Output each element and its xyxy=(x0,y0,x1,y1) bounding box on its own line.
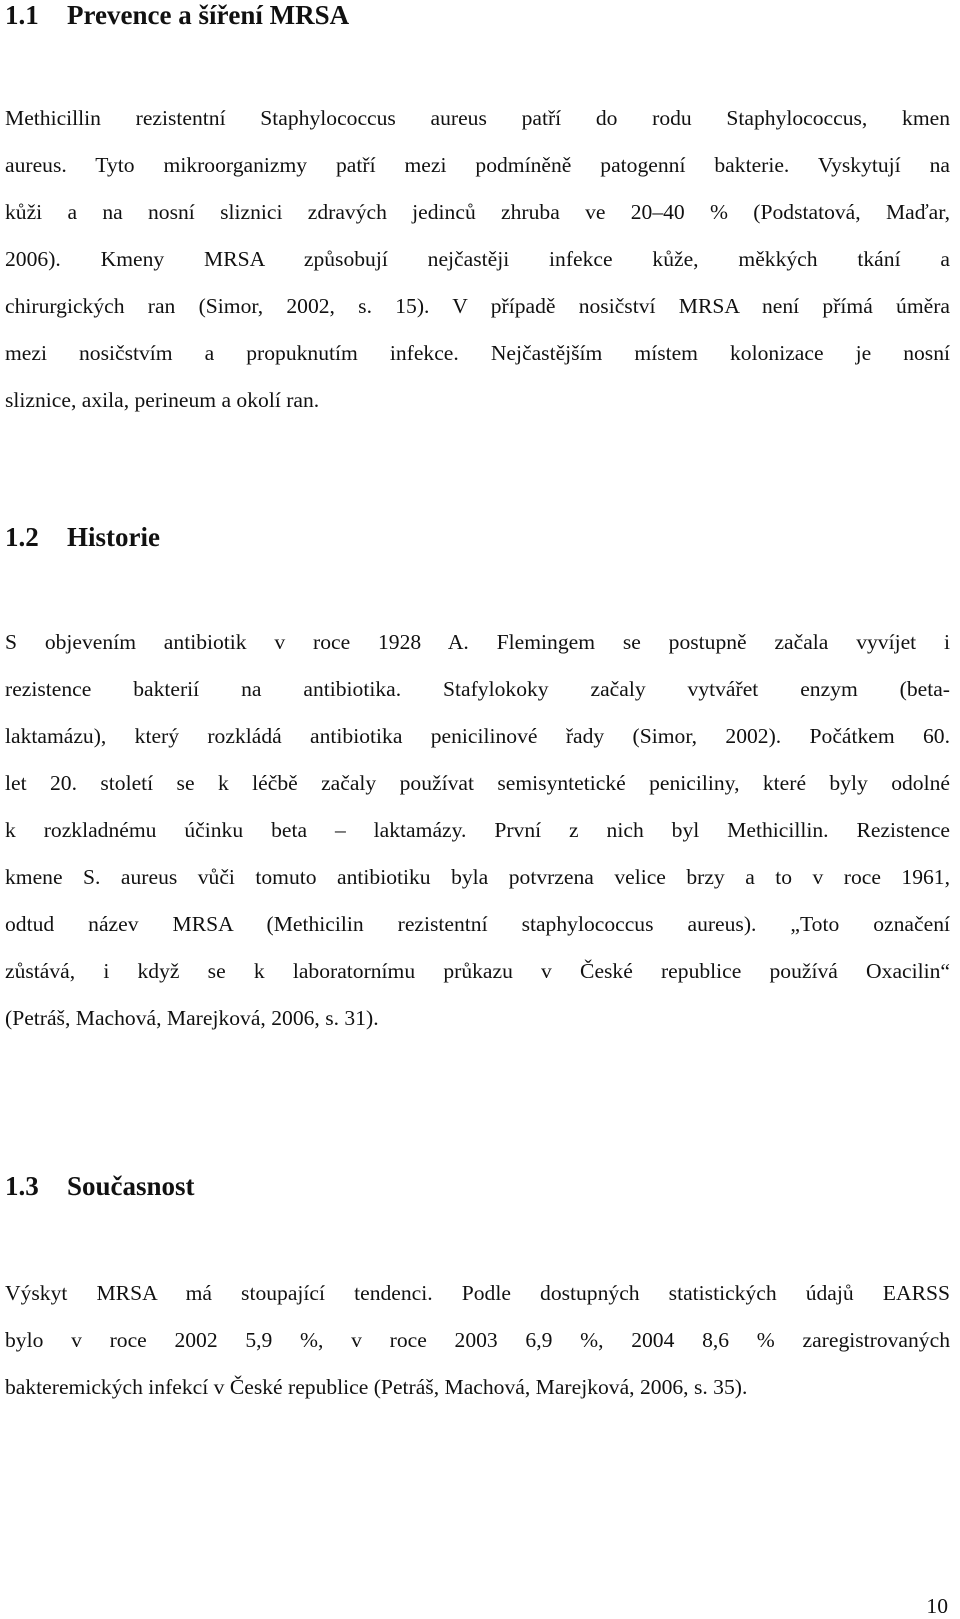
text-line: kmene S. aureus vůči tomuto antibiotiku byla potvrzena velice brzy a to v roce 1961, xyxy=(5,865,950,889)
paragraph-historie xyxy=(5,619,950,1042)
paragraph-soucasnost xyxy=(5,1270,950,1411)
section-heading-prevence xyxy=(5,0,349,30)
section-heading-historie xyxy=(5,522,160,552)
text-line: let 20. století se k léčbě začaly používat semisyntetické peniciliny, které byly odolné xyxy=(5,771,950,795)
text-line: 2006). Kmeny MRSA způsobují nejčastěji infekce kůže, měkkých tkání a xyxy=(5,247,950,271)
text-line: bakteremických infekcí v České republice (Petráš, Machová, Marejková, 2006, s. 35). xyxy=(5,1375,748,1399)
section-number: 1.1 xyxy=(5,0,39,30)
text-line: k rozkladnému účinku beta – laktamázy. První z nich byl Methicillin. Rezistence xyxy=(5,818,950,842)
text-line: sliznice, axila, perineum a okolí ran. xyxy=(5,388,320,412)
text-line: zůstává, i když se k laboratornímu průkazu v České republice používá Oxacilin“ xyxy=(5,959,950,983)
section-heading-soucasnost xyxy=(5,1171,195,1201)
text-line: mezi nosičstvím a propuknutím infekce. Nejčastějším místem kolonizace je nosní xyxy=(5,341,950,365)
section-number: 1.2 xyxy=(5,522,39,552)
text-line: laktamázu), který rozkládá antibiotika penicilinové řady (Simor, 2002). Počátkem 60. xyxy=(5,724,950,748)
section-number: 1.3 xyxy=(5,1171,39,1201)
text-line: Výskyt MRSA má stoupající tendenci. Podle dostupných statistických údajů EARSS xyxy=(5,1281,950,1305)
paragraph-prevence xyxy=(5,95,950,424)
text-line: (Petráš, Machová, Marejková, 2006, s. 31). xyxy=(5,1006,379,1030)
text-line: bylo v roce 2002 5,9 %, v roce 2003 6,9 %, 2004 8,6 % zaregistrovaných xyxy=(5,1328,950,1352)
text-line: chirurgických ran (Simor, 2002, s. 15). V případě nosičství MRSA není přímá úměra xyxy=(5,294,950,318)
text-line: aureus. Tyto mikroorganizmy patří mezi podmíněně patogenní bakterie. Vyskytují na xyxy=(5,153,950,177)
section-title: Současnost xyxy=(67,1171,195,1201)
text-line: rezistence bakterií na antibiotika. Stafylokoky začaly vytvářet enzym (beta- xyxy=(5,677,950,701)
section-title: Historie xyxy=(67,522,160,552)
text-line: odtud název MRSA (Methicilin rezistentní staphylococcus aureus). „Toto označení xyxy=(5,912,950,936)
text-line: kůži a na nosní sliznici zdravých jedinců zhruba ve 20–40 % (Podstatová, Maďar, xyxy=(5,200,950,224)
text-line: Methicillin rezistentní Staphylococcus aureus patří do rodu Staphylococcus, kmen xyxy=(5,106,950,130)
page-number: 10 xyxy=(926,1594,948,1618)
section-title: Prevence a šíření MRSA xyxy=(67,0,350,30)
text-line: S objevením antibiotik v roce 1928 A. Flemingem se postupně začala vyvíjet i xyxy=(5,630,950,654)
